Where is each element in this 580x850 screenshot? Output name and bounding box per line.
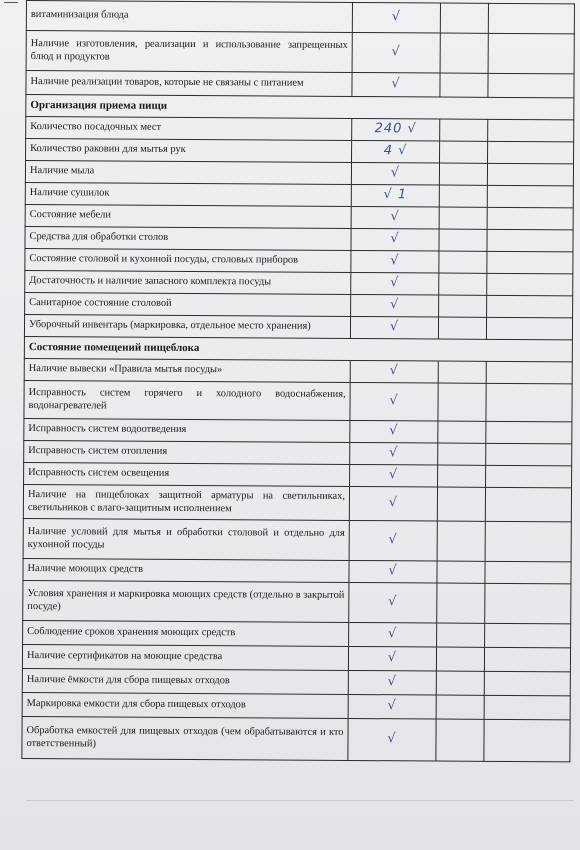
- table-row: [23, 518, 571, 561]
- table-row: [26, 1, 574, 34]
- no-cell: [437, 561, 485, 583]
- criterion-label: Наличие моющих средств: [27, 563, 144, 575]
- criterion-cell: [24, 358, 350, 382]
- criterion-label: Исправность систем горячего и холодного водоснабжения, водонагревателей: [28, 387, 346, 411]
- criterion-label: Наличие ёмкости для сбора пищевых отходов: [26, 674, 230, 687]
- note-cell: [485, 487, 571, 522]
- no-cell: [438, 421, 486, 443]
- no-cell: [438, 383, 486, 421]
- yes-cell: [350, 382, 438, 421]
- criterion-cell: [25, 161, 351, 185]
- no-cell: [439, 273, 487, 295]
- handwritten-check-mark: √: [388, 531, 398, 548]
- handwritten-check-mark: √: [390, 164, 401, 181]
- criterion-cell: [22, 668, 348, 694]
- criterion-cell: [26, 139, 352, 163]
- criterion-label: Исправность систем отопления: [28, 445, 168, 458]
- handwritten-check-mark: √: [390, 274, 400, 291]
- note-cell: [484, 647, 570, 672]
- note-cell: [486, 465, 572, 488]
- criterion-label: Наличие на пищеблоках защитной арматуры на светильниках, светильников с влаго-защитным исполнением: [27, 489, 346, 514]
- criterion-cell: [24, 440, 350, 464]
- yes-cell: [351, 162, 439, 185]
- yes-cell: [351, 206, 439, 229]
- note-cell: [484, 695, 570, 720]
- yes-cell: [349, 486, 437, 521]
- note-cell: [487, 185, 573, 208]
- criterion-cell: [26, 71, 352, 97]
- handwritten-check-mark: √: [389, 296, 400, 313]
- note-cell: [488, 141, 574, 164]
- handwritten-check-mark: √: [391, 43, 401, 60]
- yes-cell: [350, 360, 438, 383]
- note-cell: [486, 383, 572, 422]
- yes-cell: [352, 140, 440, 163]
- note-cell: [484, 719, 570, 762]
- note-cell: [487, 229, 573, 252]
- criterion-label: Состояние столовой и кухонной посуды, столовых приборов: [29, 253, 299, 266]
- criterion-cell: [23, 580, 349, 622]
- table-row: [23, 620, 571, 647]
- yes-cell: [350, 442, 438, 465]
- no-cell: [437, 583, 485, 623]
- handwritten-check-mark: √: [389, 444, 399, 461]
- note-cell: [486, 361, 572, 384]
- note-cell: [487, 163, 573, 186]
- note-cell: [485, 561, 571, 584]
- handwritten-check-mark: √: [391, 75, 401, 92]
- note-cell: [486, 317, 572, 340]
- no-cell: [440, 33, 488, 73]
- checklist-table: [21, 0, 575, 762]
- criterion-label: Уборочный инвентарь (маркировка, отдельное место хранения): [28, 319, 311, 332]
- yes-cell: [349, 520, 437, 561]
- handwritten-check-mark: √: [388, 562, 398, 579]
- criterion-label: Средства для обработки столов: [29, 231, 169, 244]
- no-cell: [439, 229, 487, 251]
- criterion-label: Наличие сушилок: [29, 187, 110, 199]
- handwritten-check-mark: √: [387, 730, 397, 747]
- note-cell: [488, 33, 574, 74]
- handwritten-check-mark: 4 √: [383, 142, 408, 159]
- yes-cell: [351, 184, 439, 207]
- handwritten-check-mark: √: [388, 494, 399, 511]
- criterion-cell: [25, 204, 351, 228]
- no-cell: [436, 695, 484, 719]
- yes-cell: [351, 228, 439, 251]
- no-cell: [438, 465, 486, 487]
- no-cell: [437, 623, 485, 647]
- no-cell: [439, 295, 487, 317]
- note-cell: [488, 73, 574, 98]
- handwritten-check-mark: √: [389, 362, 399, 379]
- no-cell: [437, 521, 485, 561]
- handwritten-check-mark: √: [390, 230, 400, 247]
- yes-cell: [349, 560, 437, 583]
- handwritten-check-mark: √: [387, 673, 398, 690]
- criterion-cell: [22, 692, 348, 718]
- handwritten-check-mark: √: [388, 593, 398, 610]
- yes-cell: [349, 622, 437, 647]
- criterion-cell: [23, 620, 349, 646]
- criterion-label: Соблюдение сроков хранения моющих средств: [27, 626, 236, 639]
- checklist-body: [22, 1, 575, 762]
- no-cell: [440, 119, 488, 141]
- criterion-label: Количество посадочных мест: [30, 121, 162, 134]
- no-cell: [440, 73, 488, 97]
- criterion-label: Наличие мыла: [29, 165, 95, 177]
- table-row: [26, 31, 574, 74]
- note-cell: [488, 3, 574, 34]
- handwritten-check-mark: √: [388, 466, 399, 483]
- handwritten-check-mark: √: [387, 697, 397, 714]
- criterion-cell: [23, 558, 349, 582]
- handwritten-check-mark: √: [391, 8, 402, 25]
- yes-cell: [348, 694, 436, 719]
- yes-cell: [350, 420, 438, 443]
- note-cell: [488, 119, 574, 142]
- note-cell: [485, 623, 571, 648]
- no-cell: [438, 361, 486, 383]
- criterion-cell: [23, 484, 349, 520]
- no-cell: [437, 487, 485, 521]
- criterion-label: Санитарное состояние столовой: [29, 297, 172, 310]
- criterion-cell: [22, 716, 348, 760]
- criterion-label: Наличие сертификатов на моющие средства: [26, 650, 223, 663]
- no-cell: [436, 719, 484, 761]
- note-cell: [486, 421, 572, 444]
- handwritten-check-mark: √: [389, 392, 399, 409]
- yes-cell: [352, 72, 440, 97]
- table-row: [26, 71, 574, 98]
- note-cell: [487, 273, 573, 296]
- table-row: [22, 716, 570, 761]
- criterion-label: Обработка емкостей для пищевых отходов (чем обрабатываются и кто ответственный): [26, 725, 344, 749]
- yes-cell: [352, 2, 440, 33]
- no-cell: [439, 251, 487, 273]
- criterion-cell: [23, 518, 349, 560]
- criterion-cell: [25, 182, 351, 206]
- handwritten-check-mark: √: [389, 422, 399, 439]
- handwritten-check-mark: √: [387, 625, 398, 642]
- handwritten-check-mark: 240 √: [374, 120, 417, 137]
- criterion-cell: [24, 418, 350, 442]
- criterion-label: Состояние мебели: [29, 209, 111, 221]
- note-cell: [485, 521, 571, 562]
- note-cell: [487, 251, 573, 274]
- no-cell: [440, 141, 488, 163]
- handwritten-check-mark: √: [390, 208, 400, 225]
- note-cell: [487, 207, 573, 230]
- criterion-label: Достаточность и наличие запасного комплекта посуды: [29, 275, 272, 288]
- criterion-label: Наличие изготовления, реализации и использование запрещенных блюд и продуктов: [30, 38, 348, 63]
- criterion-label: Условия хранения и маркировка моющих средств (отдельно в закрытой посуде): [27, 588, 345, 612]
- criterion-cell: [25, 226, 351, 250]
- handwritten-check-mark: √ 1: [383, 186, 408, 203]
- criterion-label: Количество раковин для мытья рук: [30, 143, 186, 156]
- no-cell: [440, 3, 488, 33]
- criterion-label: Маркировка емкости для сбора пищевых отходов: [26, 698, 246, 711]
- note-cell: [485, 583, 571, 624]
- yes-cell: [348, 718, 436, 761]
- section-title: Организация приема пищи: [26, 95, 574, 120]
- no-cell: [439, 207, 487, 229]
- criterion-label: Наличие условий для мытья и обработки столовой и отдельно для кухонной посуды: [27, 526, 345, 550]
- criterion-cell: [24, 462, 350, 486]
- criterion-label: витаминизация блюда: [30, 9, 129, 21]
- yes-cell: [348, 670, 436, 695]
- yes-cell: [351, 272, 439, 295]
- corner-mark: [4, 2, 18, 3]
- yes-cell: [351, 294, 439, 317]
- note-cell: [486, 443, 572, 466]
- criterion-cell: [25, 270, 351, 294]
- table-row: [23, 580, 571, 623]
- no-cell: [438, 317, 486, 339]
- section-title: Состояние помещений пищеблока: [24, 336, 572, 361]
- criterion-cell: [26, 31, 352, 73]
- table-row: [24, 380, 572, 421]
- handwritten-check-mark: √: [387, 649, 398, 666]
- yes-cell: [350, 316, 438, 339]
- criterion-label: Наличие вывески «Правила мытья посуды»: [28, 363, 223, 376]
- yes-cell: [349, 582, 437, 623]
- no-cell: [438, 443, 486, 465]
- criterion-label: Исправность систем водоотведения: [28, 423, 187, 436]
- handwritten-check-mark: √: [389, 318, 400, 335]
- table-row: [22, 644, 570, 671]
- table-bottom-edge: [26, 800, 574, 801]
- criterion-cell: [26, 1, 352, 33]
- table-row: [23, 484, 571, 521]
- criterion-cell: [25, 248, 351, 272]
- criterion-cell: [22, 644, 348, 670]
- criterion-label: Исправность систем освещения: [28, 467, 170, 480]
- criterion-cell: [25, 292, 351, 316]
- yes-cell: [350, 464, 438, 487]
- no-cell: [439, 185, 487, 207]
- yes-cell: [352, 118, 440, 141]
- criterion-cell: [26, 117, 352, 141]
- criterion-cell: [24, 314, 350, 338]
- table-row: [22, 692, 570, 719]
- yes-cell: [348, 646, 436, 671]
- note-cell: [487, 295, 573, 318]
- yes-cell: [351, 250, 439, 273]
- handwritten-check-mark: √: [390, 252, 400, 269]
- criterion-label: Наличие реализации товаров, которые не связаны с питанием: [30, 76, 304, 89]
- note-cell: [484, 671, 570, 696]
- no-cell: [436, 647, 484, 671]
- no-cell: [439, 163, 487, 185]
- yes-cell: [352, 32, 440, 73]
- no-cell: [436, 671, 484, 695]
- criterion-cell: [24, 380, 350, 420]
- table-row: [22, 668, 570, 695]
